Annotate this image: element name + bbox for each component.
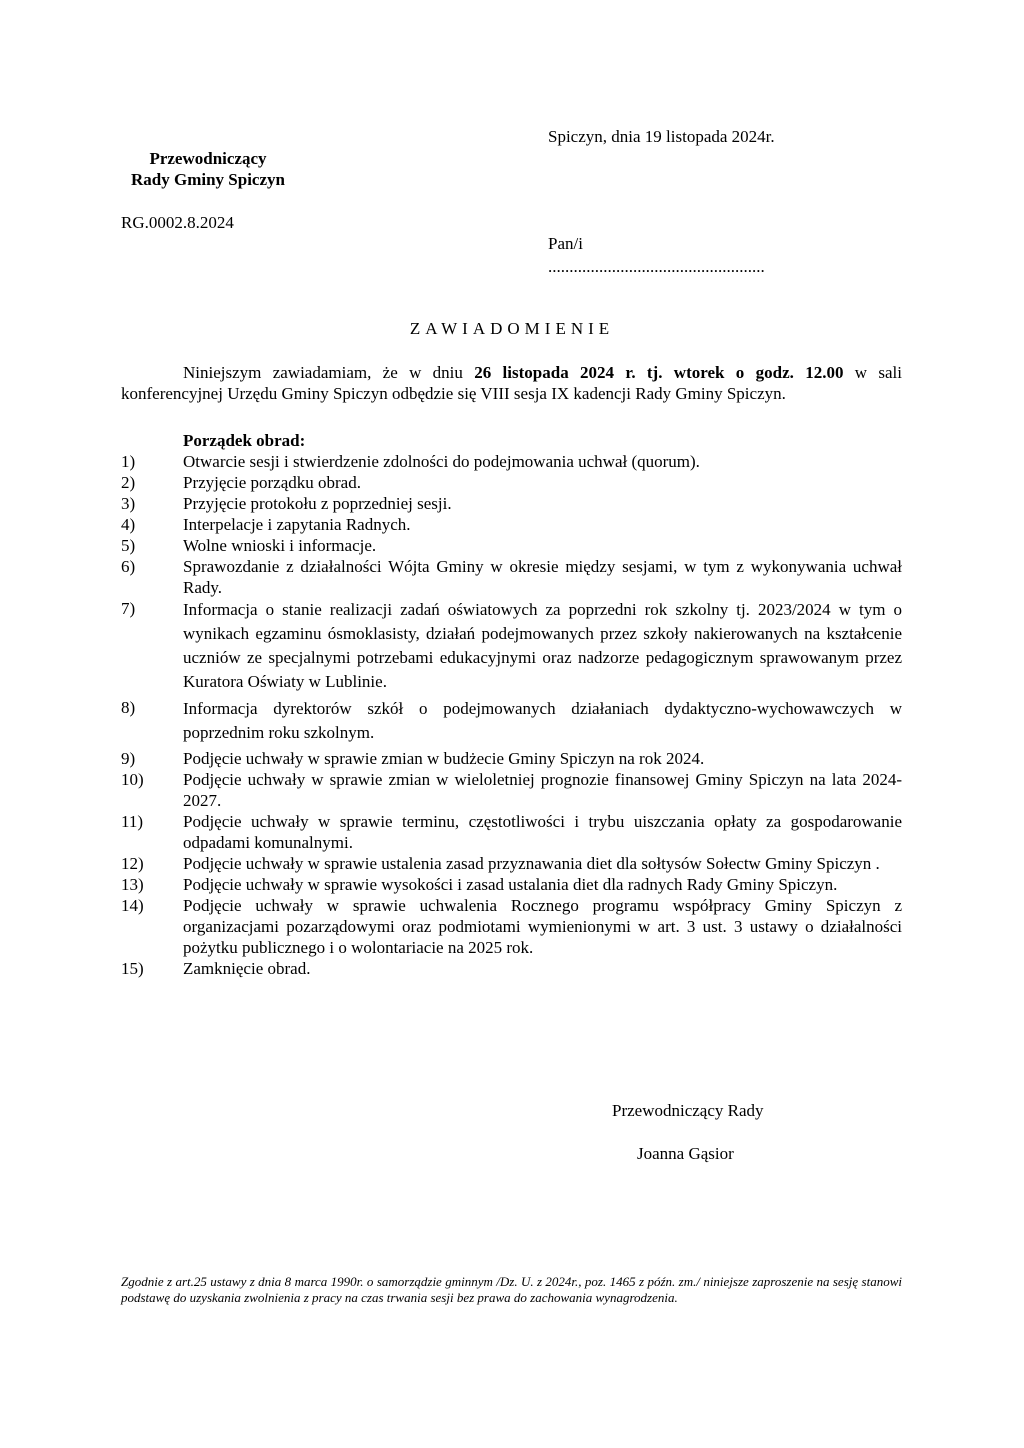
agenda-item — [121, 451, 902, 472]
agenda-item-number: 6) — [121, 557, 136, 576]
agenda-item-text: Zamknięcie obrad. — [183, 959, 311, 978]
signature-role: Przewodniczący Rady — [612, 1101, 764, 1120]
agenda-item-number: 15) — [121, 959, 144, 978]
agenda-item-text: Podjęcie uchwały w sprawie uchwalenia Rocznego programu współpracy Gminy Spiczyn z organizacjami pozarządowymi oraz podmiotami wymienionymi w art. 3 ust. 3 ustawy o działalności pożytku publicznego i o wolontariacie na 2025 rok. — [183, 896, 902, 957]
agenda-item — [121, 811, 902, 853]
intro-text-end: w sali konferencyjnej Urzędu Gminy Spiczyn odbędzie się VIII sesja IX kadencji Rady Gminy Spiczyn. — [121, 363, 902, 403]
agenda-title: Porządek obrad: — [183, 431, 306, 450]
agenda-item-text: Podjęcie uchwały w sprawie zmian w budżecie Gminy Spiczyn na rok 2024. — [183, 749, 705, 768]
agenda-item-text: Podjęcie uchwały w sprawie wysokości i zasad ustalania diet dla radnych Rady Gminy Spiczyn. — [183, 875, 838, 894]
sender-organization: Rady Gminy Spiczyn — [131, 170, 285, 189]
agenda-item-number: 9) — [121, 749, 136, 768]
agenda-item — [121, 769, 902, 811]
agenda-item-text: Interpelacje i zapytania Radnych. — [183, 515, 411, 534]
agenda-item-number: 13) — [121, 875, 144, 894]
agenda-item-text: Otwarcie sesji i stwierdzenie zdolności do podejmowania uchwał (quorum). — [183, 452, 700, 471]
agenda-item — [121, 598, 902, 694]
sender-block — [120, 148, 296, 190]
agenda-item-text: Sprawozdanie z działalności Wójta Gminy w okresie między sesjami, w tym z wykonywania uchwał Rady. — [183, 557, 902, 597]
agenda-list — [121, 451, 902, 979]
recipient-dots: ................................................... — [548, 257, 765, 276]
reference-number: RG.0002.8.2024 — [121, 213, 234, 232]
agenda-item — [121, 958, 902, 979]
meeting-datetime: 26 listopada 2024 r. tj. wtorek o godz. 12.00 — [474, 363, 844, 382]
intro-text-start: Niniejszym zawiadamiam, że w dniu — [183, 363, 475, 382]
agenda-item-text: Podjęcie uchwały w sprawie zmian w wieloletniej prognozie finansowej Gminy Spiczyn na lata 2024-2027. — [183, 770, 902, 810]
agenda-item-number: 11) — [121, 812, 144, 831]
agenda-item-number: 7) — [121, 599, 136, 618]
signature-name: Joanna Gąsior — [637, 1144, 734, 1163]
agenda-item — [121, 493, 902, 514]
agenda-item-number: 14) — [121, 896, 144, 915]
agenda-item — [121, 556, 902, 598]
agenda-item — [121, 748, 902, 769]
sender-title: Przewodniczący — [149, 149, 267, 168]
agenda-item — [121, 853, 902, 874]
agenda-item — [121, 874, 902, 895]
document-title: ZAWIADOMIENIE — [409, 319, 615, 338]
place-date: Spiczyn, dnia 19 listopada 2024r. — [548, 127, 775, 146]
agenda-item — [121, 697, 902, 745]
agenda-item-number: 3) — [121, 494, 136, 513]
agenda-item-text: Przyjęcie porządku obrad. — [183, 473, 361, 492]
agenda-item-text: Informacja dyrektorów szkół o podejmowanych działaniach dydaktyczno-wychowawczych w poprzednim roku szkolnym. — [183, 699, 902, 742]
agenda-item-text: Podjęcie uchwały w sprawie terminu, częstotliwości i trybu uiszczania opłaty za gospodarowanie odpadami komunalnymi. — [183, 812, 902, 852]
agenda-item-text: Informacja o stanie realizacji zadań oświatowych za poprzedni rok szkolny tj. 2023/2024 w tym o wynikach egzaminu ósmoklasisty, działań podejmowanych przez szkoły nakierowanych na kształcenie uczniów ze specjalnymi potrzebami edukacyjnymi oraz nadzorze pedagogicznym sprawowanym przez Kuratora Oświaty w Lublinie. — [183, 600, 902, 691]
agenda-item-number: 1) — [121, 452, 136, 471]
intro-paragraph — [121, 362, 902, 404]
agenda-item-number: 12) — [121, 854, 144, 873]
agenda-item — [121, 472, 902, 493]
agenda-item — [121, 514, 902, 535]
agenda-item-text: Wolne wnioski i informacje. — [183, 536, 377, 555]
legal-footnote: Zgodnie z art.25 ustawy z dnia 8 marca 1990r. o samorządzie gminnym /Dz. U. z 2024r., poz. 1465 z późn. zm./ niniejsze zaproszenie na sesję stanowi podstawę do uzyskania zwolnienia z pracy na czas trwania sesji bez prawa do zachowania wynagrodzenia. — [121, 1274, 902, 1305]
agenda-item-number: 8) — [121, 698, 136, 717]
agenda-item-number: 4) — [121, 515, 136, 534]
recipient-label: Pan/i — [548, 234, 583, 253]
agenda-item-number: 2) — [121, 473, 136, 492]
agenda-item-number: 10) — [121, 770, 144, 789]
agenda-item — [121, 895, 902, 958]
agenda-item-text: Przyjęcie protokołu z poprzedniej sesji. — [183, 494, 452, 513]
agenda-item-number: 5) — [121, 536, 136, 555]
agenda-item — [121, 535, 902, 556]
agenda-item-text: Podjęcie uchwały w sprawie ustalenia zasad przyznawania diet dla sołtysów Sołectw Gminy Spiczyn . — [183, 854, 880, 873]
